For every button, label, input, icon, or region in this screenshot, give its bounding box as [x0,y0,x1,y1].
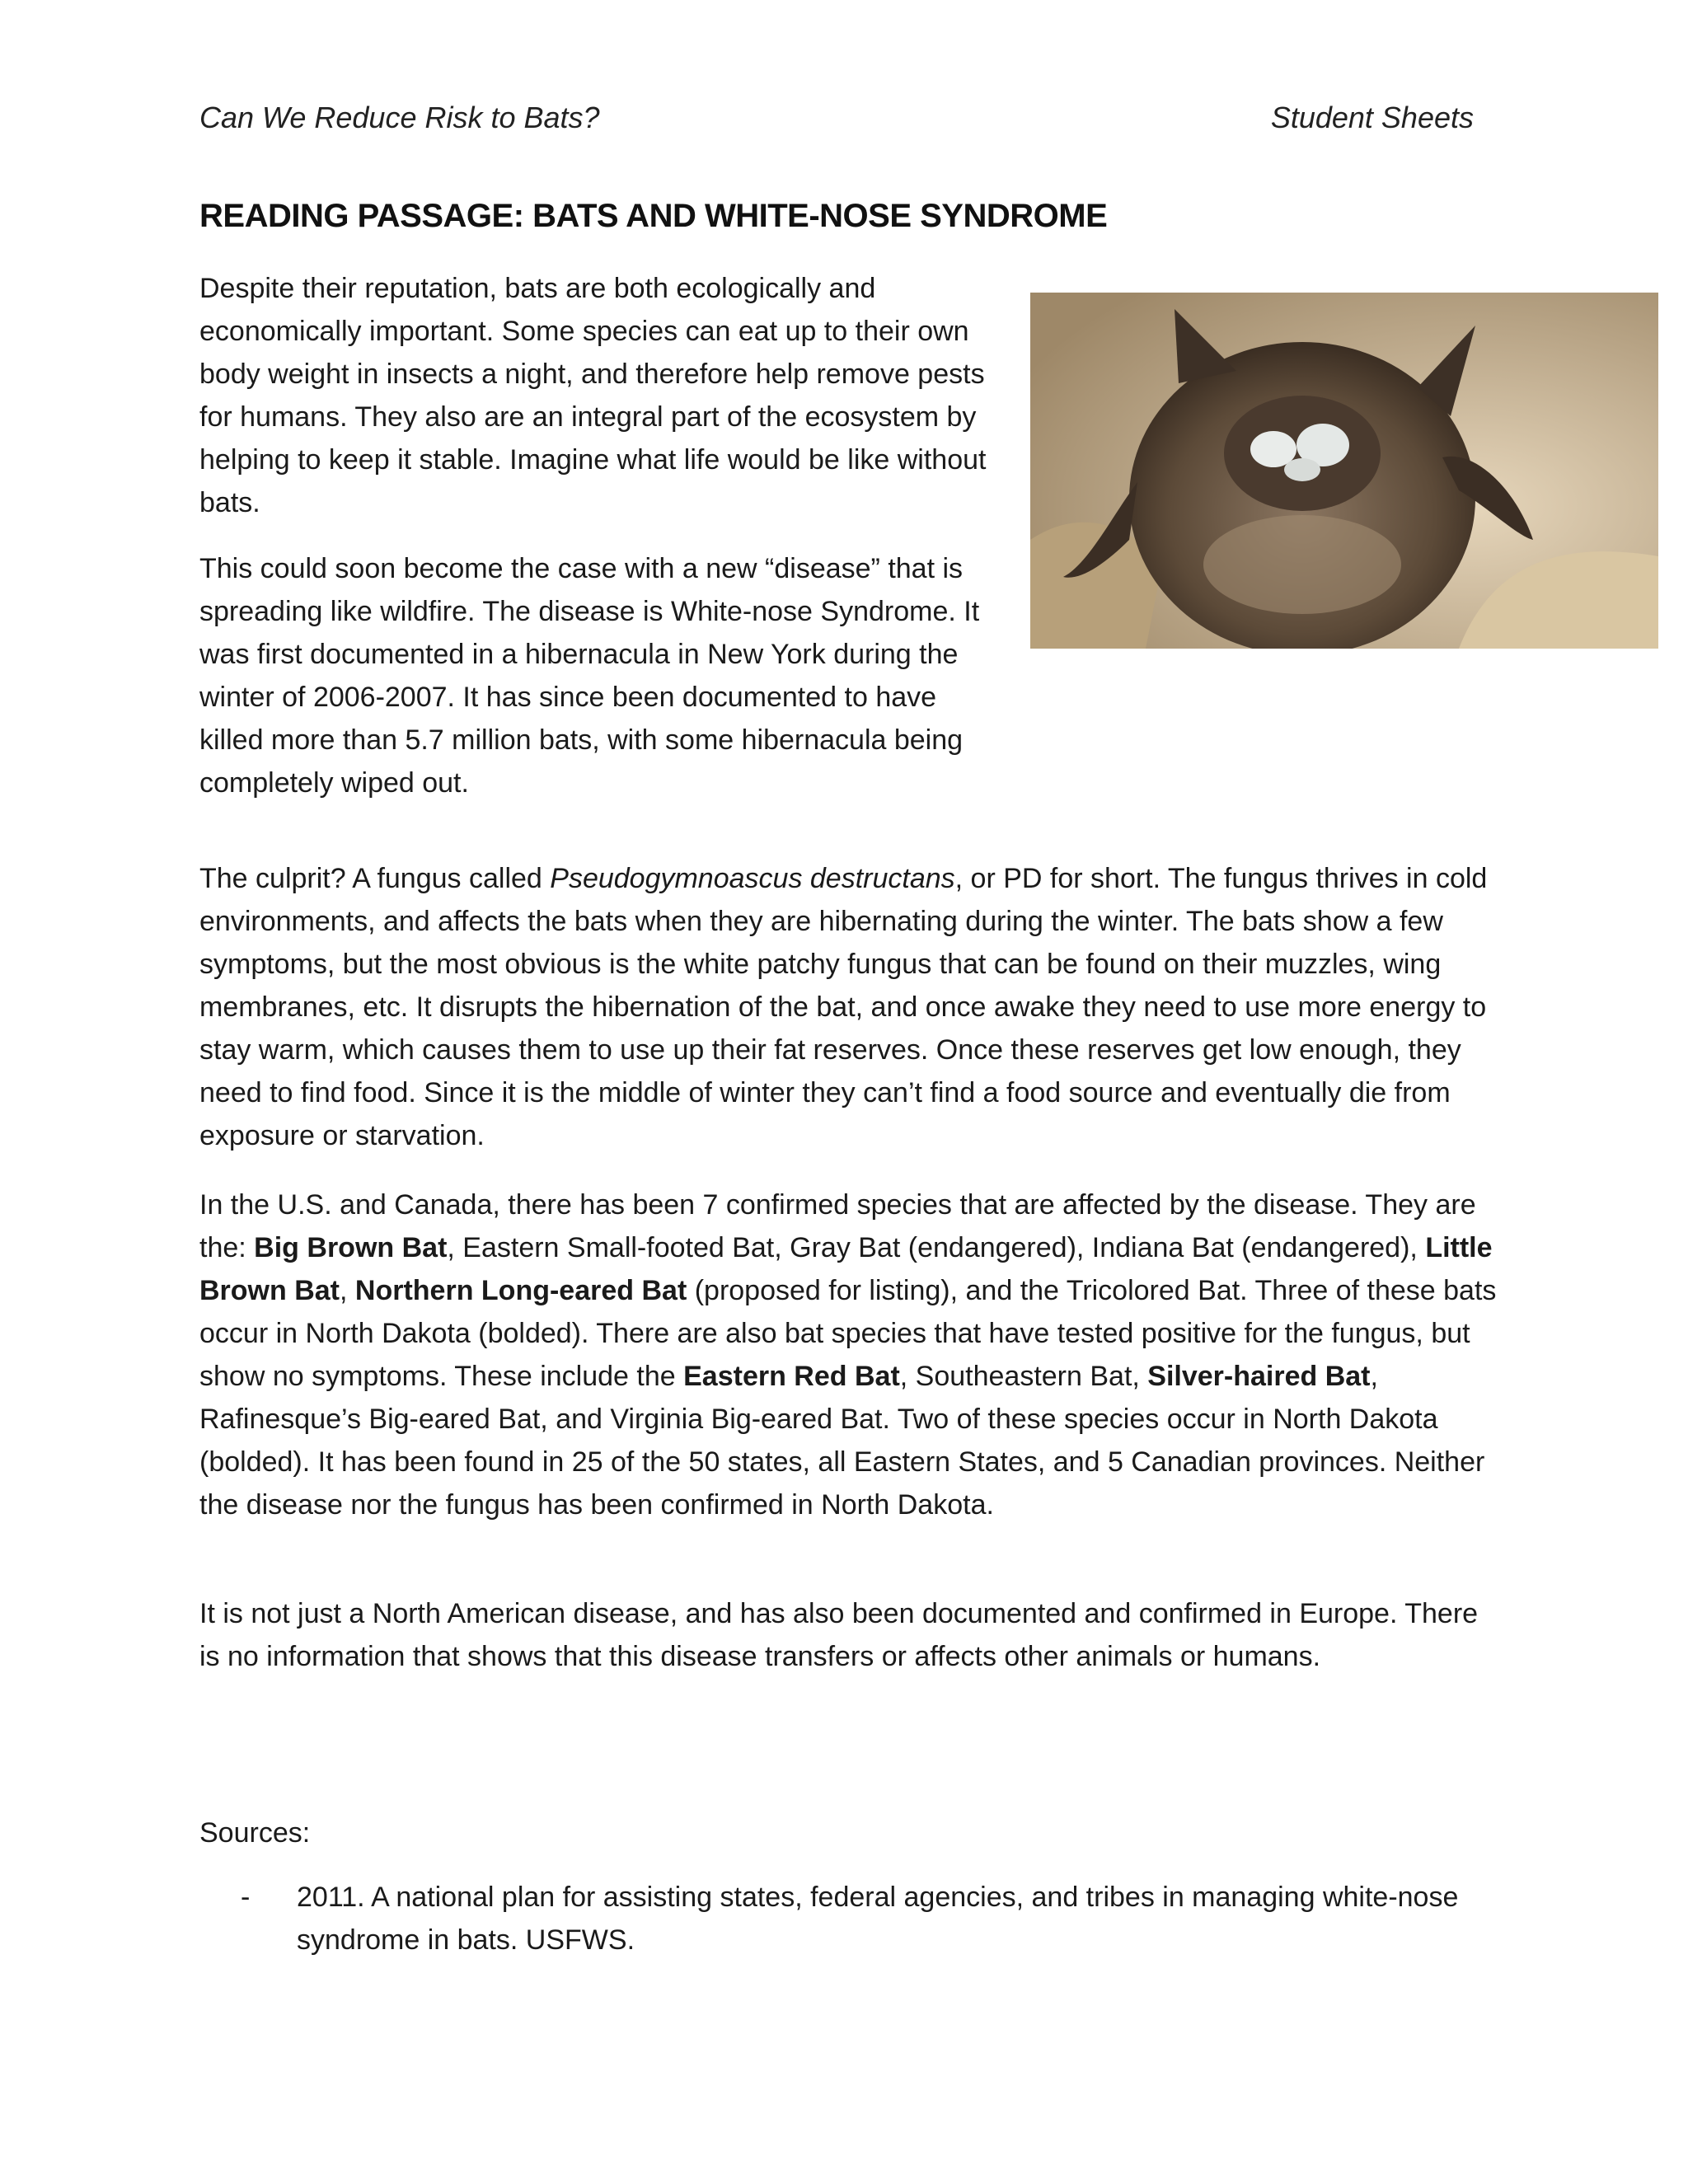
header-left-title: Can We Reduce Risk to Bats? [199,101,600,134]
species-text-5: , Southeastern Bat, [899,1361,1148,1392]
paragraph-europe: It is not just a North American disease, and has also been documented and confirmed in Europe. There is no information that shows that this disease transfers or affects other animals or humans. [199,1598,1479,1672]
paragraph-culprit [199,857,1502,1157]
species-text-6: , Rafinesque’s Big-eared Bat, and Virginia Big-eared Bat. Two of these species occur in North Dakota (bolded). It has been found in 25 of the 50 states, all Eastern States, and 5 Canadian provinces. Neither the disease nor the fungus has been confirmed in North Dakota. [199,1361,1485,1521]
culprit-text-rest: , or PD for short. The fungus thrives in cold environments, and affects the bats when they are hibernating during the winter. The bats show a few symptoms, but the most obvious is the white patchy fungus that can be found on their muzzles, wing membranes, etc. It disrupts the hibernation of the bat, and once awake they need to use more energy to stay warm, which causes them to use up their fat reserves. Once these reserves get low enough, they need to find food. Since it is the middle of winter they can’t find a food source and eventually die from exposure or starvation. [199,863,1488,1151]
paragraph-intro: Despite their reputation, bats are both ecologically and economically important. Some species can eat up to their own body weight in insects a night, and therefore help remove pests for humans. They also are an integral part of the ecosystem by helping to keep it stable. Imagine what life would be like without bats. [199,273,987,518]
source-citation: 2011. A national plan for assisting states, federal agencies, and tribes in managing white-nose syndrome in bats. USFWS. [297,1882,1459,1956]
list-bullet: - [241,1882,251,1913]
page-title: READING PASSAGE: BATS AND WHITE-NOSE SYNDROME [199,198,1108,234]
species-bold-silver-haired: Silver-haired Bat [1147,1361,1371,1392]
species-bold-little-brown: Little Brown Bat [199,1232,1493,1306]
bat-photo [1030,293,1658,649]
header-right-label: Student Sheets [1270,101,1474,134]
species-bold-big-brown: Big Brown Bat [254,1232,448,1263]
species-text-3: , [340,1275,355,1306]
fungus-scientific-name: Pseudogymnoascus destructans [550,863,955,894]
bat-with-white-nose-icon [1030,293,1658,649]
paragraph-disease: This could soon become the case with a new “disease” that is spreading like wildfire. The disease is White-nose Syndrome. It was first documented in a hibernacula in New York during the winter of 2006-2007. It has since been documented to have killed more than 5.7 million bats, with some hibernacula being completely wiped out. [199,553,980,799]
species-text-2: , Eastern Small-footed Bat, Gray Bat (endangered), Indiana Bat (endangered), [447,1232,1426,1263]
species-bold-eastern-red: Eastern Red Bat [683,1361,900,1392]
species-bold-northern-long-eared: Northern Long-eared Bat [354,1275,687,1306]
sources-label: Sources: [199,1817,311,1849]
culprit-text-start: The culprit? A fungus called [199,863,551,894]
paragraph-species [199,1183,1502,1526]
species-text-1: In the U.S. and Canada, there has been 7 confirmed species that are affected by the disease. They are the: [199,1189,1476,1263]
species-text-4: (proposed for listing), and the Tricolored Bat. Three of these bats occur in North Dakota (bolded). There are also bat species that have tested positive for the fungus, but show no symptoms. These include the [199,1275,1497,1392]
